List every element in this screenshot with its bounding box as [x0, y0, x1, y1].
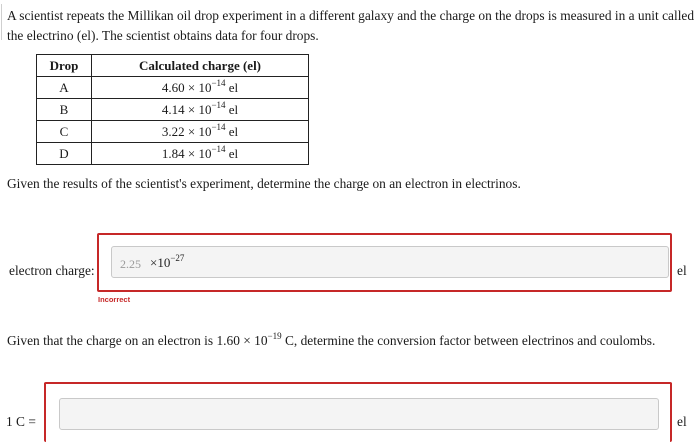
- table-row: [37, 143, 309, 165]
- electron-charge-exponent: $\times 10^{-27}$: [150, 253, 185, 270]
- table-row: [37, 99, 309, 121]
- drop-data-table: [36, 54, 309, 165]
- conversion-factor-input[interactable]: [59, 398, 659, 430]
- drop-label: C: [37, 121, 92, 143]
- question1-prompt: Given the results of the scientist's experiment, determine the charge on an electron in electrinos.: [7, 176, 521, 191]
- charge-value: $3.22 \times 10^{-14}$ el: [92, 121, 309, 143]
- incorrect-feedback: Incorrect: [98, 295, 131, 304]
- electron-charge-unit: el: [677, 263, 687, 278]
- table-header-row: [37, 55, 309, 77]
- table-row: [37, 77, 309, 99]
- drop-label: B: [37, 99, 92, 121]
- conversion-label: 1 C =: [6, 414, 36, 429]
- left-rule: [1, 4, 2, 40]
- question2-prompt: Given that the charge on an electron is $1.60 \times 10^{-19}$ C, determine the conversion factor between electrinos and coulombs.: [7, 331, 656, 348]
- drop-label: D: [37, 143, 92, 165]
- conversion-unit: el: [677, 414, 687, 429]
- table-row: [37, 121, 309, 143]
- electron-charge-label: electron charge:: [9, 263, 95, 278]
- intro-paragraph: A scientist repeats the Millikan oil drop experiment in a different galaxy and the charge on the drops is measured in a unit called the electrino (el). The scientist obtains data for four drops.: [7, 8, 695, 43]
- electron-charge-value: 2.25: [120, 257, 141, 271]
- header-charge: Calculated charge (el): [92, 55, 309, 77]
- electron-charge-input[interactable]: [111, 246, 669, 278]
- charge-value: $1.84 \times 10^{-14}$ el: [92, 143, 309, 165]
- header-drop: Drop: [37, 55, 92, 77]
- charge-value: $4.14 \times 10^{-14}$ el: [92, 99, 309, 121]
- charge-value: $4.60 \times 10^{-14}$ el: [92, 77, 309, 99]
- drop-label: A: [37, 77, 92, 99]
